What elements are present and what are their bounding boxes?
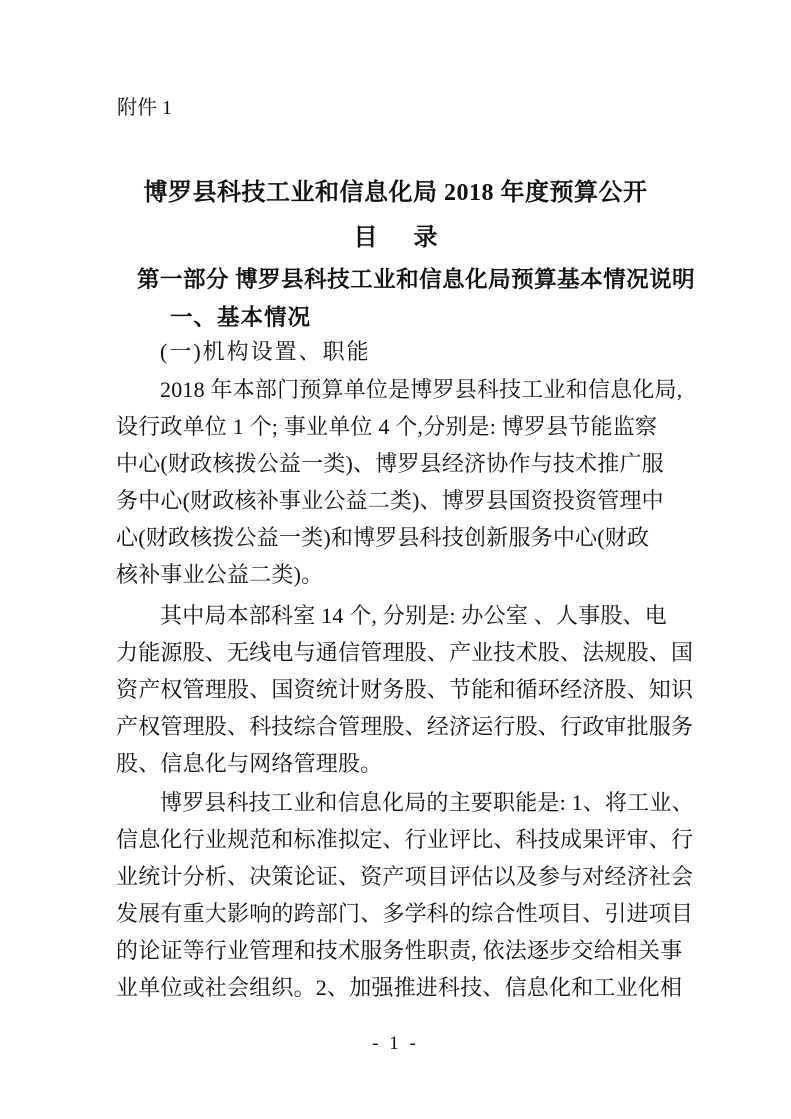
- paragraph-main-functions: [116, 784, 696, 1006]
- text-line: 其中局本部科室 14 个, 分别是: 办公室 、人事股、电: [160, 603, 667, 628]
- text-line: 产权管理股、科技综合管理股、经济运行股、行政审批服务: [116, 714, 694, 739]
- text-line: 股、信息化与网络管理股。: [116, 751, 383, 776]
- toc-char-left: 目: [353, 225, 378, 251]
- text-line: 发展有重大影响的跨部门、多学科的综合性项目、引进项目: [116, 901, 694, 926]
- text-line: 业统计分析、决策论证、资产项目评估以及参与对经济社会: [116, 864, 694, 889]
- attachment-label: 附件 1: [117, 97, 172, 119]
- section-heading-basic-info: 一、基本情况: [170, 305, 312, 330]
- text-line: 中心(财政核拨公益一类)、博罗县经济协作与技术推广服: [116, 451, 664, 476]
- text-line: 资产权管理股、国资统计财务股、节能和循环经济股、知识: [116, 677, 694, 702]
- text-line: 业单位或社会组织。2、加强推进科技、信息化和工业化相: [116, 975, 683, 1000]
- text-line: 务中心(财政核补事业公益二类)、博罗县国资投资管理中: [116, 488, 664, 513]
- text-line: 的论证等行业管理和技术服务性职责, 依法逐步交给相关事: [116, 938, 683, 963]
- text-line: 心(财政核拨公益一类)和博罗县科技创新服务中心(财政: [116, 525, 650, 550]
- document-title: 博罗县科技工业和信息化局 2018 年度预算公开: [143, 180, 648, 206]
- toc-heading: [0, 224, 791, 252]
- part-one-heading: 第一部分 博罗县科技工业和信息化局预算基本情况说明: [137, 267, 696, 292]
- text-line: 2018 年本部门预算单位是博罗县科技工业和信息化局,: [160, 377, 683, 402]
- body-text: [116, 371, 696, 1006]
- text-line: 设行政单位 1 个; 事业单位 4 个,分别是: 博罗县节能监察: [116, 414, 658, 439]
- text-line: 核补事业公益二类)。: [116, 562, 324, 587]
- text-line: 博罗县科技工业和信息化局的主要职能是: 1、将工业、: [160, 790, 694, 815]
- subsection-heading-org-setup: (一)机构设置、职能: [160, 339, 371, 364]
- page-number: - 1 -: [372, 1033, 419, 1054]
- paragraph-internal-departments: [116, 597, 696, 782]
- toc-char-right: 录: [413, 225, 438, 251]
- text-line: 力能源股、无线电与通信管理股、产业技术股、法规股、国: [116, 640, 694, 665]
- paragraph-budget-units: [116, 371, 696, 593]
- text-line: 信息化行业规范和标准拟定、行业评比、科技成果评审、行: [116, 827, 694, 852]
